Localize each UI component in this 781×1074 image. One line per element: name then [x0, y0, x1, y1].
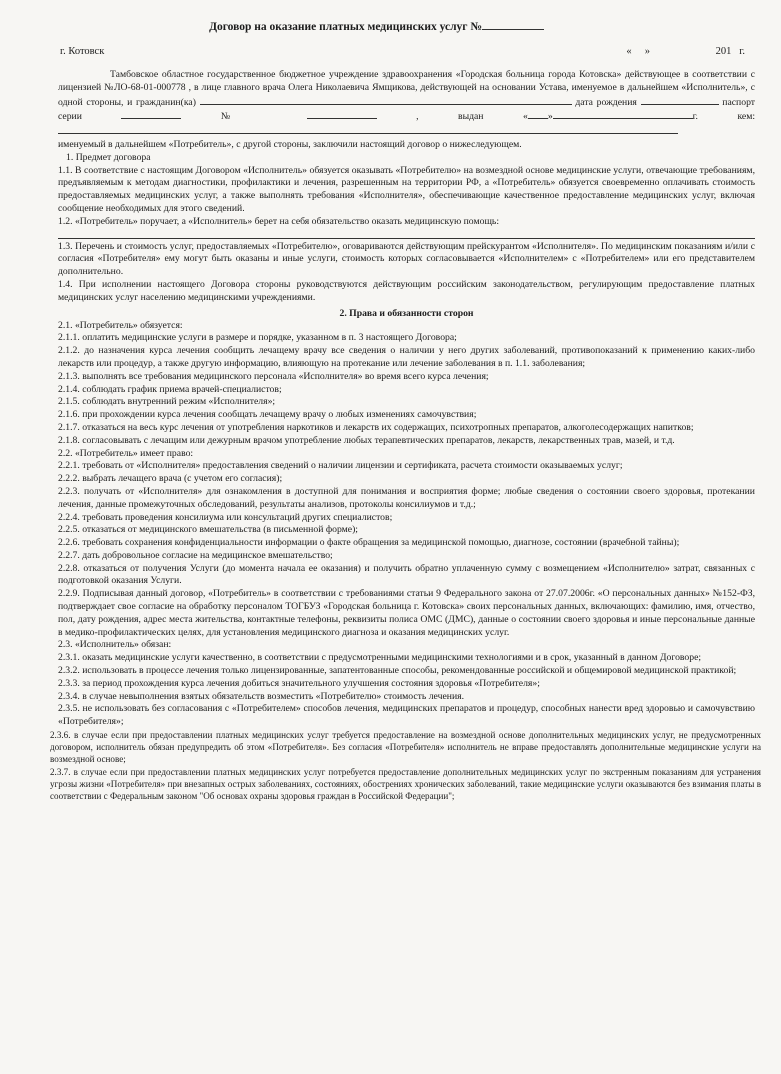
clause-item: 2.2.1. требовать от «Исполнителя» предоставления сведений о наличии лицензии и сертификата, расчета стоимости оказываемых услуг;	[58, 460, 623, 472]
clause-1-1: 1.1. В соответствие с настоящим Договором «Исполнитель» обязуется оказывать «Потребителю» на возмездной основе медицинские услуги, отвечающие требованиям, предъявляемым к методам диагностики, профилактики и лечения, разрешенным на территории РФ, а «Потребитель» обязуется своевременно оплачивать стоимость предоставляемых медицинских услуг, а также выполнять требования «Исполнителя», обеспечивающие качественное предоставление медицинских услуг, включая сообщение необходимых для этого сведений.	[58, 164, 755, 214]
intro-paragraph: Тамбовское областное государственное бюджетное учреждение здравоохранения «Городская больница города Котовска» действующее в соответствии с лицензией №ЛО-68-01-000778 , в лице главного врача Олега Николаевича Ямщикова, действующей на основании Устава, именуемое в дальнейшем «Исполнитель», с одной стороны, и гражданин(ка) дата рождения паспорт серии № , выдан « » г. кем:	[58, 69, 755, 139]
clause-item: 2.1.1. оплатить медицинские услуги в размере и порядке, указанном в п. 3 настоящего Договора;	[58, 332, 457, 344]
clause-item: 2.3.6. в случае если при предоставлении платных медицинских услуг требуется предоставление на возмездной основе дополнительных медицинских услуг, не предусмотренных договором, исполнитель обязан предупредить об этом «Потребителя». Без согласия «Потребителя» исполнитель не вправе предоставлять дополнительные медицинские услуги на возмездной основе;	[50, 730, 761, 765]
clause-1-2: 1.2. «Потребитель» поручает, а «Исполнитель» берет на себя обязательство оказать медицинскую помощь:	[58, 215, 500, 227]
clause-item: 2.3.1. оказать медицинские услуги качественно, в соответствии с предусмотренными медицинскими технологиями и в срок, указанный в данном Договоре;	[58, 652, 702, 664]
issued-by-blank	[58, 124, 678, 134]
city-date-line	[58, 46, 755, 57]
clause-item: 2.3.2. использовать в процессе лечения только лицензированные, запатентованные способы, рекомендованные российской и общемировой медицинской практикой;	[58, 665, 737, 677]
clause-item: 2.1.2. до назначения курса лечения сообщить лечащему врачу все сведения о наличии у него других заболеваний, противопоказаний к применению каких-либо лекарств или процедур, а также другую информацию, влияющую на протекание или лечение заболевания в п. 1.1. заболевания;	[58, 345, 755, 369]
clause-1-4: 1.4. При исполнении настоящего Договора стороны руководствуются действующим российским законодательством, регулирующим предоставление платных медицинских услуг населению медицинскими учреждениями.	[58, 278, 755, 303]
clause-item: 2.2.2. выбрать лечащего врача (с учетом его согласия);	[58, 473, 283, 485]
section-2-small-clauses	[50, 729, 761, 802]
section-2-title: 2. Права и обязанности сторон	[339, 307, 474, 319]
city: г. Котовск	[60, 46, 105, 57]
clause-item: 2.2.3. получать от «Исполнителя» для ознакомления в доступной для понимания и восприятия форме; любые сведения о состоянии своего здоровья, протекании лечения, данные промежуточных обследований, результаты анализов, протоколы консилиумов и т.д.;	[58, 485, 755, 510]
clause-item: 2.3.3. за период прохождения курса лечения добиться значительного улучшения состояния здоровья «Потребителя»;	[58, 677, 540, 689]
intro-closing: именуемый в дальнейшем «Потребитель», с другой стороны, заключили настоящий договор о нижеследующем.	[58, 138, 522, 150]
clause-item: 2.2.7. дать добровольное согласие на медицинское вмешательство;	[58, 549, 333, 561]
clause-item: 2.3.7. в случае если при предоставлении платных медицинских услуг потребуется предоставление дополнительных медицинских услуг по экстренным показаниям для устранения угрозы жизни «Потребителя» при внезапных острых заболеваниях, состояниях, обострениях хронических заболеваний, такие медицинские услуги оказываются без взимания платы в соответствии с Федеральным законом "Об основах охраны здоровья граждан в Российской Федерации";	[50, 766, 761, 802]
contract-number-blank	[482, 20, 544, 30]
clause-item: 2.1.6. при прохождении курса лечения сообщать лечащему врачу о любых изменениях самочувствия;	[58, 409, 477, 421]
clause-item: 2.3.4. в случае невыполнения взятых обязательств возместить «Потребителю» стоимость лечения.	[58, 690, 465, 702]
clause-1-2-blank-line	[58, 229, 755, 239]
clause-item: 2.3. «Исполнитель» обязан:	[58, 639, 172, 651]
citizen-name-blank	[200, 95, 572, 105]
clause-item: 2.2.6. требовать сохранения конфиденциальности информации о факте обращения за медицинской помощью, диагнозе, состоянии (врачебной тайны);	[58, 537, 680, 549]
birth-date-blank	[641, 95, 719, 105]
clause-item: 2.2.8. отказаться от получения Услуги (до момента начала ее оказания) и получить обратно уплаченную сумму с возмещением «Исполнителю» затрат, связанных с подготовкой оказания Услуги.	[58, 562, 755, 587]
clause-item: 2.1.4. соблюдать график приема врачей-специалистов;	[58, 383, 282, 395]
clause-item: 2.2.9. Подписывая данный договор, «Потребитель» в соответствии с требованиями статьи 9 Федерального закона от 27.07.2006г. «О персональных данных» №152-ФЗ, подтверждает свое согласие на обработку персоналом ТОГБУЗ «Городская больница г. Котовска» своих персональных данных, включающих: фамилию, имя, отчество, пол, дату рождения, адрес места жительства, контактные телефоны, реквизиты полиса ОМС (ДМС), данные о состоянии своего здоровья и иные персональные данные в медико-профилактических целях, для установления медицинского диагноза и оказания медицинских услуг.	[58, 588, 755, 638]
clause-item: 2.1.8. согласовывать с лечащим или дежурным врачом употребление любых терапевтических препаратов, лекарств, лекарственных трав, мазей, и т.д.	[58, 434, 675, 446]
section-2-clauses	[58, 320, 755, 730]
clause-item: 2.2.5. отказаться от медицинского вмешательства (в письменной форме);	[58, 524, 358, 536]
issue-date-blank	[553, 109, 693, 119]
clause-item: 2.1.3. выполнять все требования медицинского персонала «Исполнителя» во время всего курса лечения;	[58, 370, 489, 382]
clause-item: 2.3.5. не использовать без согласования с «Потребителем» способов лечения, медицинских препаратов и процедур, способных нанести вред здоровью и самочувствию «Потребителя»;	[58, 703, 755, 728]
clause-item: 2.2.4. требовать проведения консилиума или консультаций других специалистов;	[58, 511, 393, 523]
contract-title: Договор на оказание платных медицинских услуг №	[58, 20, 755, 33]
contract-date: « » 201 г.	[626, 46, 745, 57]
passport-number-blank	[307, 109, 377, 119]
clause-item: 2.2. «Потребитель» имеет право:	[58, 447, 194, 459]
clause-item: 2.1.7. отказаться на весь курс лечения от употребления наркотиков и лекарств их содержащих, психотропных препаратов, алкоголесодержащих напитков;	[58, 421, 694, 433]
clause-item: 2.1.5. соблюдать внутренний режим «Исполнителя»;	[58, 396, 276, 408]
section-1-title: 1. Предмет договора	[66, 151, 151, 163]
clause-1-3: 1.3. Перечень и стоимость услуг, предоставляемых «Потребителю», оговариваются действующим прейскурантом «Исполнителя». По медицинским показаниям и/или с согласия «Потребителя» ему могут быть оказаны и иные услуги, стоимость которых согласовывается «Исполнителем» с «Потребителем» или его представителем дополнительно.	[58, 240, 755, 278]
passport-series-blank	[121, 109, 181, 119]
clause-item: 2.1. «Потребитель» обязуется:	[58, 319, 183, 331]
